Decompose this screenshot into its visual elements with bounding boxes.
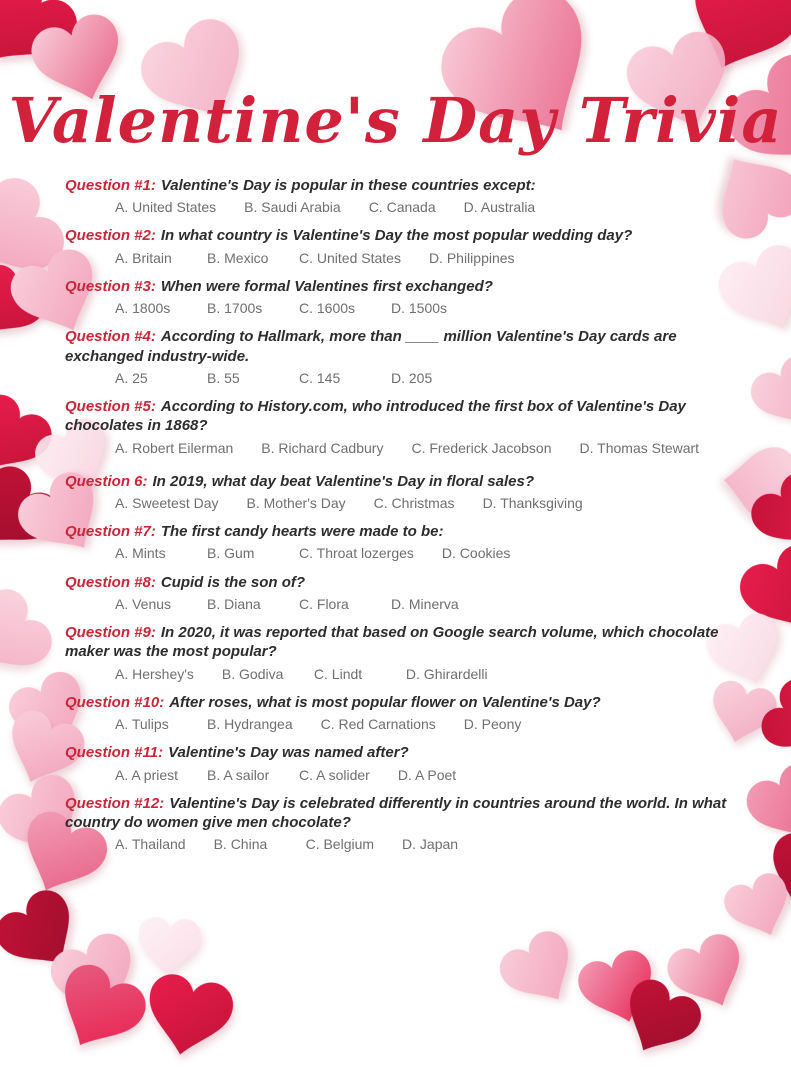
answer-option: B. Richard Cadbury: [261, 439, 384, 456]
answer-option: B. Hydrangea: [207, 716, 293, 733]
question-number: Question #11:: [65, 744, 164, 762]
answer-option: D. Peony: [463, 716, 522, 733]
answer-option: B. China: [213, 836, 268, 853]
answer-option: B. Mexico: [207, 249, 269, 266]
answer-option: B. 1700s: [207, 300, 263, 317]
answer-option: A. 1800s: [115, 300, 171, 317]
answer-option: D. Thanksgiving: [482, 494, 583, 511]
question-block: [65, 397, 743, 458]
question-number: Question #5:: [65, 398, 156, 416]
question-block: [65, 327, 743, 388]
answer-option: D. Japan: [402, 836, 459, 853]
question-number: Question 6:: [65, 472, 148, 490]
heart-icon: [744, 349, 791, 443]
answer-options: [65, 368, 743, 388]
question-number: Question #12:: [65, 794, 165, 812]
answer-option: D. Cookies: [441, 545, 511, 562]
answer-options: [65, 248, 743, 268]
answer-option: A. Thailand: [115, 836, 186, 853]
question-text: After roses, what is most popular flower on Valentine's Day?: [169, 693, 601, 711]
answer-option: C. Canada: [368, 199, 436, 216]
question-block: [65, 277, 743, 318]
answer-option: B. Mother's Day: [246, 494, 346, 511]
question-text: In 2019, what day beat Valentine's Day in floral sales?: [152, 472, 535, 490]
answer-option: A. Mints: [115, 545, 166, 562]
question-text: According to History.com, who introduced the first box of Valentine's Day chocolates in 1868?: [65, 398, 686, 435]
question-number: Question #3:: [65, 277, 156, 295]
answer-option: A. A priest: [115, 766, 179, 783]
question-block: [65, 573, 743, 614]
answer-option: C. Frederick Jacobson: [411, 439, 552, 456]
question-number: Question #9:: [65, 624, 156, 642]
answer-option: C. Christmas: [373, 494, 455, 511]
answer-option: C. 1600s: [299, 300, 356, 317]
answer-option: D. Minerva: [391, 595, 459, 612]
answer-option: B. 55: [207, 369, 240, 386]
answer-options: [65, 834, 743, 854]
answer-option: C. Throat lozerges: [299, 545, 414, 562]
answer-option: B. Gum: [207, 545, 255, 562]
question-text: When were formal Valentines first exchanged?: [160, 277, 493, 295]
question-number: Question #10:: [65, 693, 165, 711]
answer-options: [65, 594, 743, 614]
answer-options: [65, 197, 743, 217]
answer-option: D. 205: [391, 369, 433, 386]
answer-option: C. Flora: [299, 595, 349, 612]
page-title: Valentine's Day Trivia: [8, 83, 783, 157]
answer-option: B. Diana: [207, 595, 261, 612]
question-block: [65, 623, 743, 684]
question-text: In what country is Valentine's Day the most popular wedding day?: [160, 227, 633, 245]
heart-icon: [136, 916, 202, 978]
answer-option: A. Venus: [115, 595, 172, 612]
answer-option: A. Tulips: [115, 716, 169, 733]
answer-option: B. Godiva: [221, 665, 284, 682]
answer-option: A. 25: [115, 369, 148, 386]
question-number: Question #2:: [65, 227, 156, 245]
answer-options: [65, 438, 743, 458]
answer-option: C. Belgium: [305, 836, 375, 853]
answer-option: B. A sailor: [207, 766, 270, 783]
question-number: Question #7:: [65, 523, 156, 541]
question-block: [65, 176, 743, 217]
question-block: [65, 693, 743, 734]
question-text: According to Hallmark, more than ____ million Valentine's Day cards are exchanged industry-wide.: [65, 328, 677, 365]
answer-option: C. Red Carnations: [320, 716, 436, 733]
question-block: [65, 226, 743, 267]
answer-options: [65, 765, 743, 785]
question-block: [65, 522, 743, 563]
question-text: Valentine's Day was named after?: [168, 744, 409, 762]
heart-icon: [139, 970, 238, 1064]
answer-option: C. United States: [299, 249, 401, 266]
question-number: Question #4:: [65, 328, 156, 346]
answer-option: D. 1500s: [391, 300, 448, 317]
answer-options: [65, 714, 743, 734]
answer-options: [65, 664, 743, 684]
question-block: [65, 472, 743, 513]
answer-option: B. Saudi Arabia: [244, 199, 341, 216]
answer-option: A. Britain: [115, 249, 172, 266]
answer-option: D. A Poet: [397, 766, 457, 783]
answer-option: A. United States: [115, 199, 217, 216]
answer-options: [65, 543, 743, 563]
question-number: Question #8:: [65, 573, 156, 591]
question-block: [65, 743, 743, 784]
answer-option: D. Thomas Stewart: [579, 439, 700, 456]
question-text: Valentine's Day is popular in these countries except:: [160, 177, 536, 194]
question-text: In 2020, it was reported that based on Google search volume, which chocolate maker was the most popular?: [65, 624, 719, 661]
question-text: The first candy hearts were made to be:: [160, 523, 444, 541]
answer-option: A. Sweetest Day: [115, 494, 219, 511]
question-text: Cupid is the son of?: [160, 573, 306, 591]
question-number: Question #1:: [65, 177, 156, 194]
answer-options: [65, 493, 743, 513]
question-text: Valentine's Day is celebrated differently in countries around the world. In what country do women give men chocolate?: [65, 794, 727, 832]
answer-option: C. 145: [299, 369, 341, 386]
answer-option: D. Philippines: [428, 249, 515, 266]
answer-option: A. Hershey's: [115, 665, 194, 682]
answer-option: D. Ghirardelli: [405, 665, 488, 682]
answer-option: A. Robert Eilerman: [115, 439, 234, 456]
answer-options: [65, 298, 743, 318]
answer-option: C. Lindt: [313, 665, 363, 682]
question-block: [65, 794, 743, 855]
answer-option: D. Australia: [463, 199, 536, 216]
questions-list: [65, 176, 743, 864]
answer-option: C. A solider: [299, 766, 370, 783]
